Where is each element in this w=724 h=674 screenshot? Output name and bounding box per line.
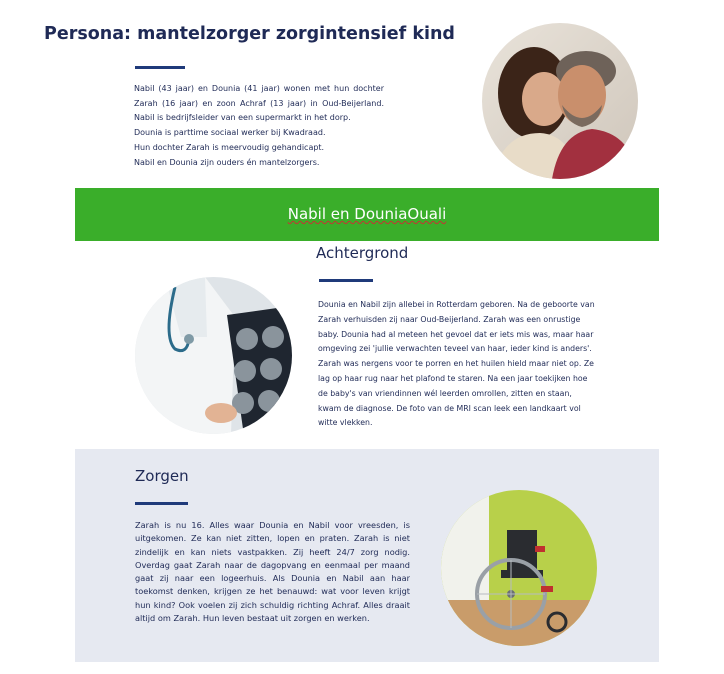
zorgen-divider (135, 502, 188, 505)
title-divider (135, 66, 185, 69)
page-title: Persona: mantelzorger zorgintensief kind (44, 24, 455, 44)
banner-name-text: Nabil en DouniaOuali (287, 205, 447, 223)
banner-name (75, 205, 659, 223)
doctor-mri-graphic (135, 277, 292, 434)
zorgen-paragraph: Zarah is nu 16. Alles waar Dounia en Nabil voor vreesden, is uitgekomen. Ze kan niet zitten, lopen en praten. Zarah is niet zindelijk en kan niets vastpakken. Zij heeft 24/7 zorg nodig. Overdag gaat Zarah naar de dagopvang en eenmaal per maand gaat zij naar een logeerhuis. Als Dounia en Nabil aan haar toekomst denken, krijgen ze het benauwd: wat voor leven krijgt hun kind? Ook voelen zij zich schuldig richting Achraf. Alles draait altijd om Zarah. Hun leven bestaat uit zorgen en werken. (135, 520, 410, 624)
doctor-mri-photo (135, 277, 292, 434)
intro-line-3: Hun dochter Zarah is meervoudig gehandicapt. (134, 142, 325, 152)
background-paragraph: Dounia en Nabil zijn allebei in Rotterdam geboren. Na de geboorte van Zarah verhuisden zij naar Oud-Beijerland. Zarah was een onrustige baby. Dounia had al meteen het gevoel dat er iets mis was, maar haar omgeving zei 'jullie verwachten teveel van haar, ieder kind is anders'. Zarah was nergens voor te porren en het huilen hield maar niet op. Ze lag op haar rug naar het plafond te staren. Na een jaar toekijken hoe de baby's van vriendinnen wél leerden omrollen, zitten en staan, kwam de diagnose. De foto van de MRI scan leek een landkaart vol witte vlekken. (318, 300, 595, 428)
intro-line-4: Nabil en Dounia zijn ouders én mantelzorgers. (134, 157, 320, 167)
zorgen-heading: Zorgen (135, 467, 189, 485)
couple-photo (482, 23, 638, 179)
intro-line-2: Dounia is parttime sociaal werker bij Kwadraad. (134, 128, 326, 138)
intro-line-1: Nabil (43 jaar) en Dounia (41 jaar) wonen met hun dochter Zarah (16 jaar) en zoon Achraf (13 jaar) in Oud-Beijerland. Nabil is bedrijfsleider van een supermarkt in het dorp. (134, 84, 384, 123)
background-divider (319, 279, 373, 282)
wheelchair-graphic (441, 490, 597, 646)
wheelchair-photo (441, 490, 597, 646)
couple-photo-graphic (482, 23, 638, 179)
background-heading: Achtergrond (316, 244, 409, 262)
intro-paragraph (134, 82, 384, 170)
